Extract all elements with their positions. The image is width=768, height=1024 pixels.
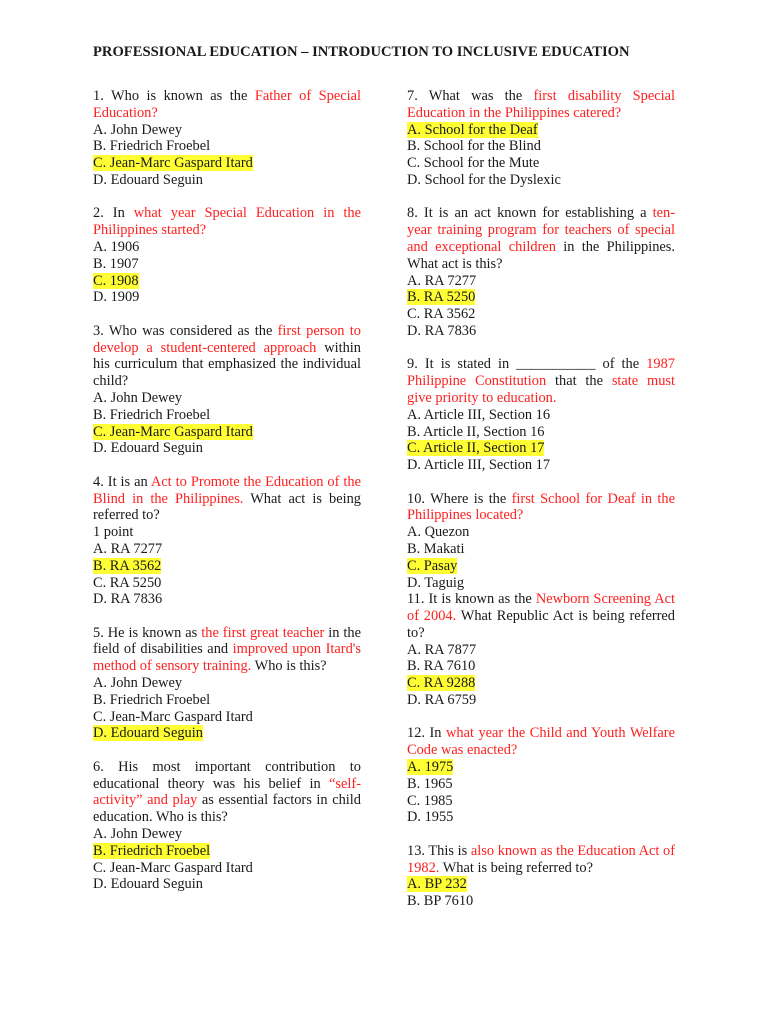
answer-option <box>93 591 361 608</box>
option-text: A. Article III, Section 16 <box>407 406 551 423</box>
option-text: D. Edouard Seguin <box>93 171 203 188</box>
option-text: B. RA 7610 <box>407 658 476 675</box>
stem-text: 13. This is <box>407 842 471 859</box>
option-text: B. School for the Blind <box>407 138 541 155</box>
stem-text: What Republic Act is being referred to? <box>407 608 675 641</box>
answer-option <box>407 793 675 810</box>
answer-option <box>93 424 361 441</box>
answer-option <box>93 843 361 860</box>
highlighted-phrase: Act to Promote the Education of the Blind in the Philippines. <box>93 473 361 507</box>
highlighted-phrase: what year the Child and Youth Welfare Code was enacted? <box>407 725 675 759</box>
stem-text: that the <box>546 373 612 390</box>
answer-option <box>93 725 361 742</box>
option-text: A. John Dewey <box>93 389 183 406</box>
option-text: B. Friedrich Froebel <box>93 406 211 423</box>
answer-option <box>93 692 361 709</box>
option-text: C. 1985 <box>407 792 453 809</box>
answer-option <box>407 675 675 692</box>
option-text: B. Article II, Section 16 <box>407 423 545 440</box>
option-text: C. RA 3562 <box>407 306 476 323</box>
correct-answer-highlight: C. Jean-Marc Gaspard Itard <box>93 423 253 440</box>
question-block <box>407 205 675 339</box>
option-text: D. RA 7836 <box>93 591 163 608</box>
question-block <box>407 591 675 709</box>
right-column <box>407 88 675 927</box>
answer-option <box>407 407 675 424</box>
stem-text: 9. It is stated in ___________ of the <box>407 356 647 373</box>
answer-option <box>407 759 675 776</box>
answer-option <box>93 122 361 139</box>
option-text: D. School for the Dyslexic <box>407 171 561 188</box>
question-block <box>93 323 361 457</box>
question-stem <box>407 88 675 122</box>
question-stem <box>407 725 675 759</box>
question-block <box>407 356 675 474</box>
highlighted-phrase: also known as the Education Act of 1982. <box>407 842 675 876</box>
option-text: A. John Dewey <box>93 675 183 692</box>
option-text: A. John Dewey <box>93 121 183 138</box>
highlighted-phrase: what year Special Education in the Philippines started? <box>93 205 361 239</box>
answer-option <box>93 876 361 893</box>
question-block <box>93 759 361 893</box>
correct-answer-highlight: A. School for the Deaf <box>407 121 538 138</box>
option-text: A. RA 7277 <box>407 272 477 289</box>
highlighted-phrase: 1987 Philippine Constitution <box>407 356 675 390</box>
correct-answer-highlight: A. 1975 <box>407 759 454 776</box>
question-block <box>93 88 361 189</box>
answer-option <box>407 273 675 290</box>
option-text: A. RA 7277 <box>93 540 163 557</box>
option-text: A. John Dewey <box>93 826 183 843</box>
answer-option <box>93 440 361 457</box>
answer-option <box>407 306 675 323</box>
question-block <box>407 725 675 826</box>
option-text: B. Makati <box>407 540 465 557</box>
correct-answer-highlight: B. RA 3562 <box>93 557 162 574</box>
stem-text: 3. Who was considered as the <box>93 322 278 339</box>
answer-option <box>407 692 675 709</box>
answer-option <box>407 575 675 592</box>
answer-option <box>407 658 675 675</box>
stem-text: as essential factors in child education. Who is this? <box>93 792 361 826</box>
option-text: D. RA 6759 <box>407 692 477 709</box>
option-text: B. Friedrich Froebel <box>93 691 211 708</box>
answer-option <box>93 558 361 575</box>
question-block <box>93 474 361 608</box>
option-text: B. BP 7610 <box>407 893 474 910</box>
answer-option <box>93 826 361 843</box>
answer-option <box>93 172 361 189</box>
answer-option <box>93 709 361 726</box>
answer-option <box>407 776 675 793</box>
answer-option <box>93 575 361 592</box>
answer-option <box>93 407 361 424</box>
question-stem <box>93 759 361 826</box>
option-text: B. Friedrich Froebel <box>93 138 211 155</box>
question-stem <box>93 625 361 675</box>
correct-answer-highlight: C. RA 9288 <box>407 675 476 692</box>
question-block <box>407 491 675 592</box>
answer-option <box>93 138 361 155</box>
left-column <box>93 88 361 910</box>
stem-text: 5. He is known as <box>93 624 202 641</box>
stem-text: within his curriculum that emphasized the individual child? <box>93 339 361 390</box>
answer-option <box>407 524 675 541</box>
points-note: 1 point <box>93 524 134 541</box>
question-stem <box>407 591 675 641</box>
highlighted-phrase: state must give priority to education. <box>407 373 675 406</box>
option-text: D. RA 7836 <box>407 322 477 339</box>
highlighted-phrase: first person to develop a student-centered approach <box>93 322 361 356</box>
correct-answer-highlight: A. BP 232 <box>407 876 467 893</box>
stem-text: 7. What was the <box>407 88 534 104</box>
answer-option <box>93 860 361 877</box>
answer-option <box>407 541 675 558</box>
question-block <box>93 205 361 306</box>
question-stem <box>93 323 361 390</box>
highlighted-phrase: ten-year training program for teachers of special and exceptional children <box>407 205 675 255</box>
option-text: C. Jean-Marc Gaspard Itard <box>93 708 253 725</box>
option-text: C. Jean-Marc Gaspard Itard <box>93 859 253 876</box>
answer-option <box>407 323 675 340</box>
option-text: A. Quezon <box>407 524 470 541</box>
option-text: D. Article III, Section 17 <box>407 457 551 474</box>
correct-answer-highlight: C. 1908 <box>93 272 139 289</box>
stem-text: What act is being referred to? <box>93 490 361 524</box>
answer-option <box>93 541 361 558</box>
stem-text: 2. In <box>93 205 134 222</box>
highlighted-phrase: Father of Special Education? <box>93 88 361 121</box>
highlighted-phrase: first School for Deaf in the Philippines located? <box>407 490 675 524</box>
option-text: A. 1906 <box>93 238 140 255</box>
question-stem <box>407 843 675 877</box>
answer-option <box>407 558 675 575</box>
option-text: D. 1909 <box>93 289 140 306</box>
question-block <box>407 88 675 189</box>
answer-option <box>407 809 675 826</box>
question-stem <box>407 205 675 272</box>
question-stem <box>407 491 675 525</box>
stem-text: 11. It is known as the <box>407 591 536 608</box>
answer-option <box>93 256 361 273</box>
highlighted-phrase: improved upon Itard's method of sensory training. <box>93 641 361 675</box>
answer-option <box>407 122 675 139</box>
correct-answer-highlight: C. Article II, Section 17 <box>407 440 545 457</box>
answer-option <box>93 273 361 290</box>
highlighted-phrase: “self-activity” and play <box>93 775 361 809</box>
option-text: A. RA 7877 <box>407 641 477 658</box>
answer-option <box>407 138 675 155</box>
option-text: B. 1965 <box>407 775 453 792</box>
answer-option <box>407 155 675 172</box>
correct-answer-highlight: C. Pasay <box>407 557 458 574</box>
stem-text: 12. In <box>407 725 446 742</box>
option-text: D. Edouard Seguin <box>93 440 203 457</box>
stem-text: in the field of disabilities and <box>93 624 361 658</box>
answer-option <box>93 675 361 692</box>
option-text: D. 1955 <box>407 809 454 826</box>
question-stem <box>93 474 361 524</box>
answer-option <box>93 155 361 172</box>
stem-text: 6. His most important contribution to educational theory was his belief in <box>93 758 361 792</box>
answer-option <box>407 440 675 457</box>
answer-option <box>407 876 675 893</box>
stem-text: 8. It is an act known for establishing a <box>407 205 653 222</box>
question-block <box>93 625 361 743</box>
stem-text: Who is this? <box>251 658 327 675</box>
answer-option <box>407 642 675 659</box>
answer-option <box>407 289 675 306</box>
answer-option <box>93 289 361 306</box>
stem-text: in the Philippines. What act is this? <box>407 238 676 272</box>
option-text: D. Taguig <box>407 574 465 591</box>
answer-option <box>93 390 361 407</box>
correct-answer-highlight: B. Friedrich Froebel <box>93 842 211 859</box>
highlighted-phrase: the first great teacher <box>201 624 325 641</box>
answer-option <box>407 424 675 441</box>
option-text: B. 1907 <box>93 255 139 272</box>
question-stem <box>407 356 675 406</box>
stem-text: 10. Where is the <box>407 490 512 507</box>
option-text: D. Edouard Seguin <box>93 876 203 893</box>
answer-option <box>407 457 675 474</box>
question-stem <box>93 88 361 122</box>
correct-answer-highlight: D. Edouard Seguin <box>93 725 203 742</box>
answer-option <box>407 172 675 189</box>
stem-text: 4. It is an <box>93 473 151 490</box>
page-title: PROFESSIONAL EDUCATION – INTRODUCTION TO INCLUSIVE EDUCATION <box>93 44 630 60</box>
correct-answer-highlight: B. RA 5250 <box>407 289 476 306</box>
option-text: C. RA 5250 <box>93 574 162 591</box>
correct-answer-highlight: C. Jean-Marc Gaspard Itard <box>93 155 253 172</box>
highlighted-phrase: Newborn Screening Act of 2004. <box>407 591 676 625</box>
highlighted-phrase: first disability Special Education in the Philippines catered? <box>407 88 675 121</box>
option-text: C. School for the Mute <box>407 155 540 172</box>
answer-option <box>93 239 361 256</box>
stem-text: 1. Who is known as the <box>93 88 255 104</box>
answer-option <box>407 893 675 910</box>
question-block <box>407 843 675 910</box>
stem-text: What is being referred to? <box>439 859 593 876</box>
question-stem <box>93 205 361 239</box>
